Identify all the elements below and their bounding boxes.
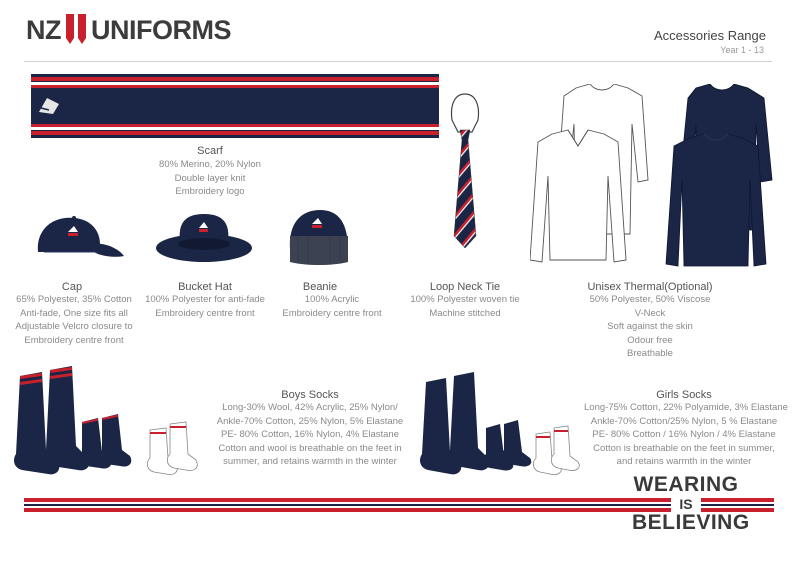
boys-socks-line: PE- 80% Cotton, 16% Nylon, 4% Elastane: [221, 429, 399, 440]
scarf-description: [130, 158, 290, 199]
cap-line: Adjustable Velcro closure to: [15, 321, 133, 332]
girls-socks-line: Ankle-70% Cotton/25% Nylon, 5 % Elastane: [590, 415, 778, 427]
thermal-line: V-Neck: [634, 307, 666, 319]
header-divider: [24, 61, 772, 62]
slogan-line-3: BELIEVING: [632, 511, 750, 534]
beanie-line: 100% Acrylic: [304, 294, 360, 305]
scarf-line: Embroidery logo: [175, 186, 245, 197]
beanie-line: Embroidery centre front: [282, 307, 382, 319]
bucket-hat-line: 100% Polyester for anti-fade: [145, 294, 265, 305]
tie-description: [396, 293, 534, 320]
boys-socks-line: Cotton and wool is breathable on the feet in: [218, 442, 402, 454]
scarf-line: Double layer knit: [174, 172, 246, 184]
boys-socks-illustration: [6, 366, 206, 482]
bucket-hat-illustration: [154, 210, 254, 266]
page-title: Accessories Range: [654, 28, 766, 43]
bucket-hat-line: Embroidery centre front: [155, 307, 255, 319]
thermal-line: 50% Polyester, 50% Viscose: [589, 294, 711, 305]
thermal-description: [570, 293, 730, 361]
beanie-title: Beanie: [302, 281, 338, 293]
boys-socks-title: Boys Socks: [281, 389, 339, 401]
scarf-title: Scarf: [197, 145, 223, 157]
thermal-illustration: [530, 84, 790, 272]
beanie-illustration: [284, 206, 354, 268]
brand-left-text: NZ: [26, 14, 61, 45]
boys-socks-description: [210, 401, 410, 469]
scarf-line: 80% Merino, 20% Nylon: [159, 159, 261, 170]
girls-socks-line: Long-75% Cotton, 22% Polyamide, 3% Elastane: [584, 402, 788, 413]
bucket-hat-description: [135, 293, 275, 320]
tie-illustration: [448, 92, 482, 250]
boys-socks-line: summer, and retains warmth in the winter: [223, 456, 397, 467]
boys-socks-line: Ankle-70% Cotton, 25% Nylon, 5% Elastane: [216, 415, 404, 427]
brand-logo: [26, 12, 231, 48]
beanie-description: [270, 293, 394, 320]
girls-socks-line: PE- 80% Cotton / 16% Nylon / 4% Elastane: [592, 429, 776, 440]
cap-illustration: [34, 212, 126, 264]
scarf-illustration: [31, 74, 439, 138]
flag-mark-icon: [64, 14, 88, 46]
boys-socks-line: Long-30% Wool, 42% Acrylic, 25% Nylon/: [222, 402, 398, 413]
tie-line: 100% Polyester woven tie: [410, 294, 520, 305]
slogan-line-1: WEARING: [633, 473, 739, 496]
tie-title: Loop Neck Tie: [429, 281, 501, 293]
girls-socks-title: Girls Socks: [656, 389, 712, 401]
girls-socks-line: and retains warmth in the winter: [616, 456, 752, 467]
slogan-line-2: IS: [671, 496, 701, 512]
cap-title: Cap: [61, 281, 83, 293]
cap-line: 65% Polyester, 35% Cotton: [16, 294, 132, 305]
girls-socks-description: [584, 401, 788, 469]
brand-right-text: UNIFORMS: [91, 14, 231, 45]
page-subtitle: Year 1 - 13: [720, 45, 764, 55]
cap-description: [8, 293, 140, 347]
girls-socks-illustration: [416, 372, 586, 480]
tie-line: Machine stitched: [429, 307, 501, 319]
thermal-line: Soft against the skin: [607, 321, 693, 332]
bucket-hat-title: Bucket Hat: [178, 281, 232, 293]
cap-line: Embroidery centre front: [24, 334, 124, 346]
cap-line: Anti-fade, One size fits all: [20, 307, 128, 319]
thermal-line: Breathable: [627, 348, 673, 359]
slogan: [632, 473, 750, 534]
thermal-line: Odour free: [627, 334, 673, 346]
girls-socks-line: Cotton is breathable on the feet in summer,: [593, 442, 775, 454]
thermal-title: Unisex Thermal(Optional): [587, 281, 713, 293]
